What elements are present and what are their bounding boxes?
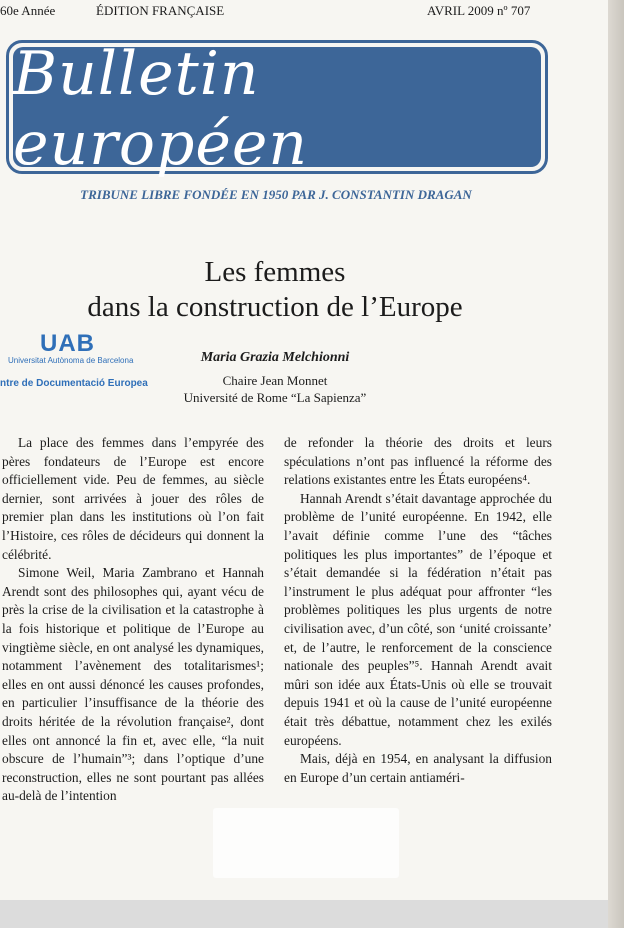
scan-bottom-strip bbox=[0, 900, 608, 928]
edition-label: ÉDITION FRANÇAISE bbox=[96, 3, 225, 18]
paragraph: Simone Weil, Maria Zambrano et Hannah Arendt sont des philosophes qui, ayant vécu de près la crise de la civilisation et la catastrophe à la fois historique et politique de l’Europe au vingtième siècle, en ont analysé les dynamiques, notamment l’avènement des totalitarismes¹; elles en ont aussi dénoncé les causes profondes, en particulier l’insuffisance de la théorie des droits héritée de la révolution française², dont elles ont annoncé la fin et, avec elle, “la nuit obscure de l’humain”³; dans l’optique d’une reconstruction, elles ne sont pourtant pas allées au-delà de l’intention bbox=[2, 565, 264, 804]
issue-label: AVRIL 2009 nº 707 bbox=[427, 3, 531, 18]
paragraph: Hannah Arendt s’était davantage approchée du problème de l’unité européenne. En 1942, elle l’avait définie comme l’une des “tâches politiques les plus importantes” de l’époque et s’était demandée si la fédération n’était pas l’instrument le plus adéquat pour affronter “les problèmes politiques les plus urgents de notre civilisation avec, d’un côté, son ‘unité croissante’ et, de l’autre, le renforcement de la conscience nationale des peuples”⁵. Hannah Arendt avait mûri son idée aux États-Unis où elle se trouvait depuis 1941 et où la cause de l’unité européenne était très débattue, notamment chez les exilés européens. bbox=[284, 490, 552, 748]
paragraph: de refonder la théorie des droits et leurs spéculations n’ont pas influencé la réforme des relations existantes entre les États européens⁴. bbox=[284, 435, 552, 488]
article-author: Maria Grazia Melchionni bbox=[200, 350, 350, 365]
affiliation-line-2: Université de Rome “La Sapienza” bbox=[183, 390, 367, 405]
title-line-1: Les femmes bbox=[204, 256, 346, 288]
title-line-2: dans la construction de l’Europe bbox=[87, 291, 463, 323]
tribune-line: TRIBUNE LIBRE FONDÉE EN 1950 PAR J. CONSTANTIN DRAGAN bbox=[80, 187, 472, 202]
text-column-right bbox=[284, 434, 552, 787]
page-edge bbox=[608, 0, 624, 928]
stamp-logo: UAB bbox=[40, 330, 95, 357]
article-title bbox=[30, 255, 520, 325]
paragraph: Mais, déjà en 1954, en analysant la diffusion en Europe d’un certain antiaméri- bbox=[284, 751, 552, 785]
library-stamp bbox=[0, 330, 175, 400]
year-label: 60e Année bbox=[0, 3, 56, 18]
masthead-title: Bulletin européen bbox=[13, 47, 541, 167]
stamp-center: ntre de Documentació Europea bbox=[0, 378, 148, 389]
stamp-university: Universitat Autònoma de Barcelona bbox=[8, 356, 134, 365]
masthead-banner bbox=[6, 39, 548, 179]
author-affiliation bbox=[150, 372, 400, 406]
affiliation-line-1: Chaire Jean Monnet bbox=[222, 373, 328, 388]
blank-label-patch bbox=[213, 808, 399, 878]
running-header bbox=[0, 3, 560, 19]
text-column-left bbox=[2, 434, 264, 806]
paragraph: La place des femmes dans l’empyrée des pères fondateurs de l’Europe est encore officiellement vide. Peu de femmes, au siècle dernier, sont arrivées à jouer des rôles de premier plan dans les institutions où l’on fait l’Histoire, ces rôles de décideurs qui donnent la célébrité. bbox=[2, 435, 264, 562]
